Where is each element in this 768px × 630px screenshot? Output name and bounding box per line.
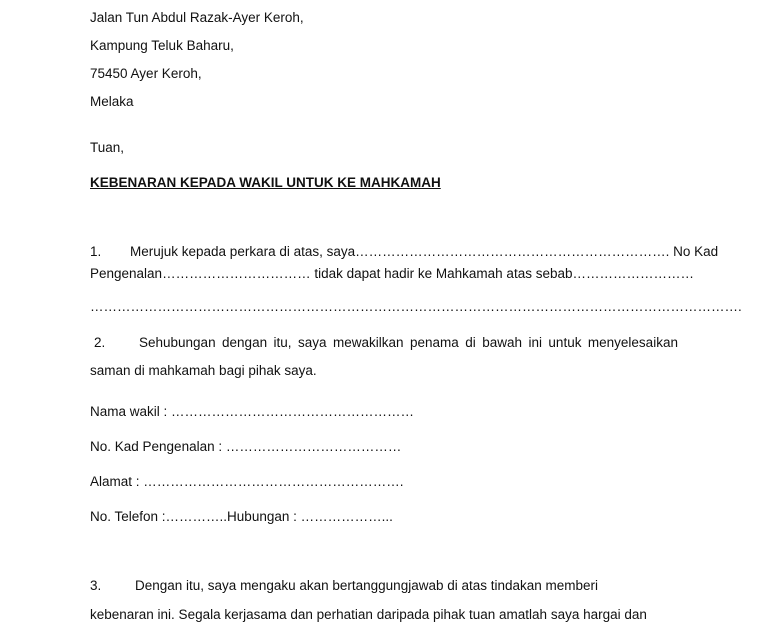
- address-line-4: Melaka: [90, 94, 134, 109]
- field-telefon-hubungan: No. Telefon :…………..Hubungan : ………………...: [90, 509, 393, 524]
- para2-word: mewakilkan: [333, 335, 404, 350]
- para1-line-3: ……………………………………………………………………………………………………………………………….: [90, 299, 742, 314]
- para2-word: ini: [528, 335, 542, 350]
- para2-number: 2.: [94, 335, 106, 350]
- para3-text-1: Dengan itu, saya mengaku akan bertanggungjawab di atas tindakan memberi: [135, 578, 599, 593]
- field-kad-pengenalan: No. Kad Pengenalan : …………………………………: [90, 439, 402, 454]
- para2-word: di: [465, 335, 476, 350]
- para1-line-2: Pengenalan…………………………… tidak dapat hadir ke Mahkamah atas sebab………………………: [90, 266, 694, 281]
- para2-line-2: saman di mahkamah bagi pihak saya.: [90, 363, 317, 378]
- field-alamat: Alamat : ………………………………………………….: [90, 474, 404, 489]
- para3-number: 3.: [90, 578, 102, 593]
- para2-line-1: [139, 334, 678, 352]
- para3-line-1: [90, 577, 598, 595]
- para3-line-2: kebenaran ini. Segala kerjasama dan perhatian daripada pihak tuan amatlah saya hargai dan: [90, 607, 647, 622]
- field-nama-wakil: Nama wakil : ………………………………………………: [90, 404, 415, 419]
- para2-word: itu,: [273, 335, 292, 350]
- para2-word: Sehubungan: [139, 335, 216, 350]
- address-line-3: 75450 Ayer Keroh,: [90, 66, 202, 81]
- para1-text-1: Merujuk kepada perkara di atas, saya……………………………………………………………. No Kad: [130, 244, 719, 259]
- para2-word: bawah: [482, 335, 522, 350]
- para2-word: untuk: [548, 335, 582, 350]
- para1-number: 1.: [90, 244, 102, 259]
- para2-word: penama: [409, 335, 459, 350]
- salutation: Tuan,: [90, 140, 125, 155]
- para2-word: menyelesaikan: [587, 335, 678, 350]
- para2-word: dengan: [222, 335, 268, 350]
- address-line-2: Kampung Teluk Baharu,: [90, 38, 234, 53]
- para1-line-1: [90, 243, 718, 261]
- address-line-1: Jalan Tun Abdul Razak-Ayer Keroh,: [90, 10, 304, 25]
- para2-word: saya: [298, 335, 327, 350]
- letter-title: KEBENARAN KEPADA WAKIL UNTUK KE MAHKAMAH: [90, 175, 441, 190]
